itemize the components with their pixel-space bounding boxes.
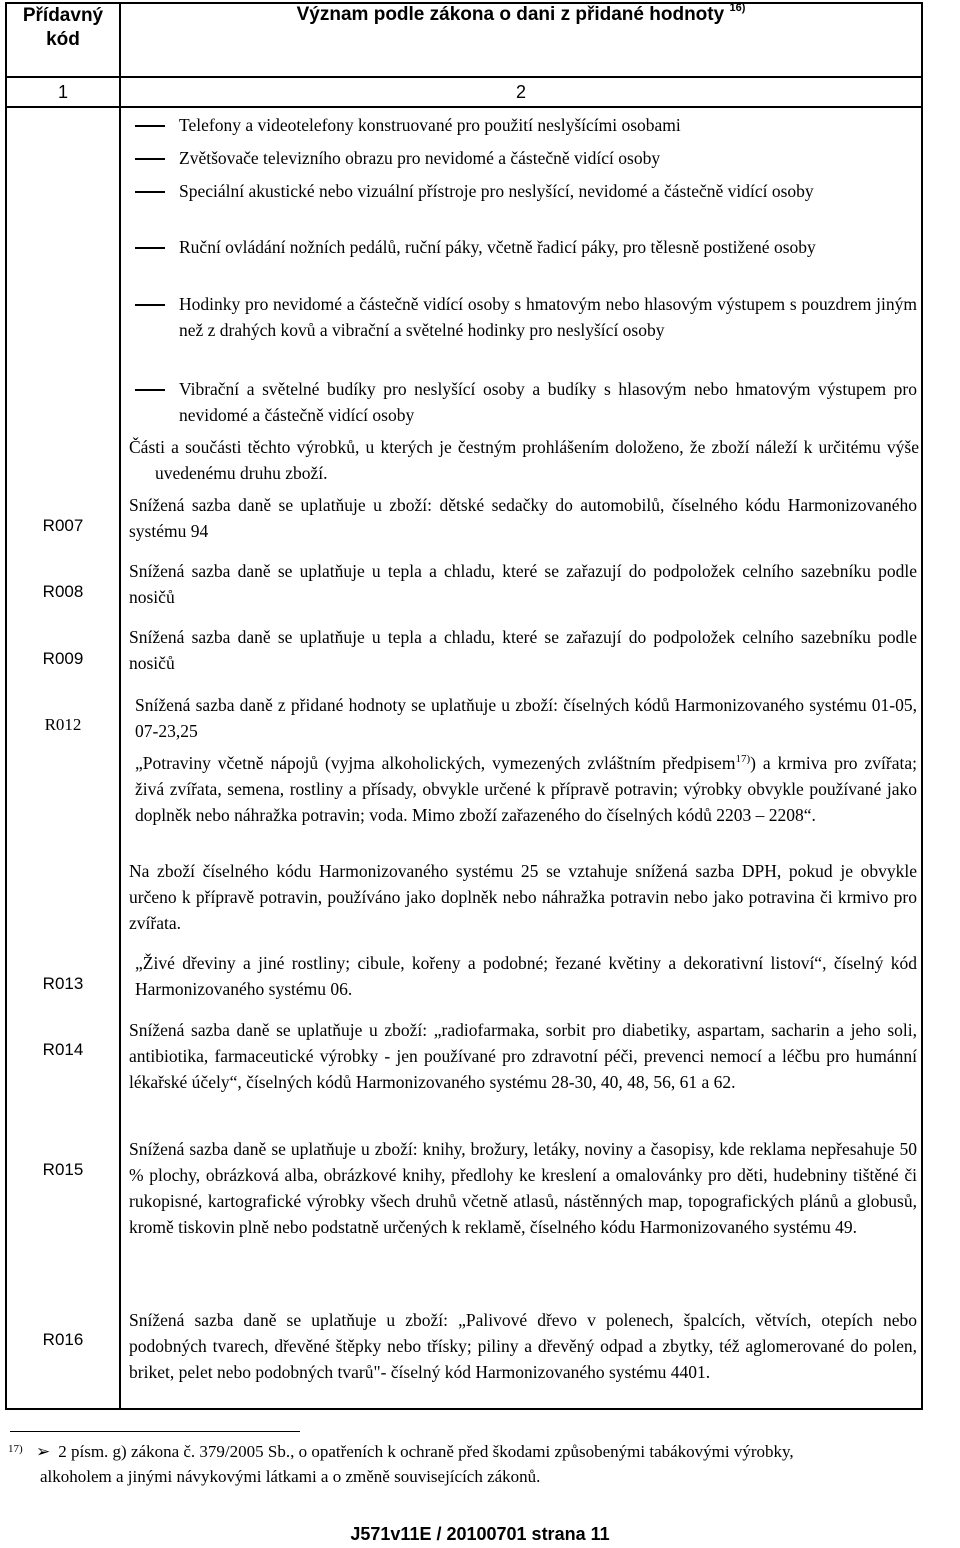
list-item (135, 112, 917, 138)
footnote-line1 (36, 1440, 794, 1463)
row-text-r016: Snížená sazba daně se uplatňuje u zboží: „Palivové dřevo v polenech, špalcích, větvích, otepích nebo podobných tvarech, dřevěné štěpky nebo třísky; piliny a dřevěný odpad a zbytky, též aglomerované do polen, briket, pelet nebo podobných tvarů"- číselný kód Harmonizovaného systému 4401. (129, 1310, 917, 1382)
header-footnote-ref: 16) (729, 2, 746, 14)
parts-note: Části a součásti těchto výrobků, u kterých je čestným prohlášením doloženo, že zboží náleží k určitému výše uvedenému druhu zboží. (129, 437, 919, 483)
vat-code-table (5, 2, 923, 1410)
column-number-1: 1 (6, 77, 120, 107)
code-r016: R016 (42, 1330, 84, 1349)
list-item-text: Ruční ovládání nožních pedálů, ruční páky, včetně řadicí páky, pro tělesně postižené osoby (179, 237, 816, 257)
code-r008: R008 (42, 582, 84, 601)
page-footer: J571v11E / 20100701 strana 11 (350, 1524, 610, 1544)
list-item-text: Vibrační a světelné budíky pro neslyšící osoby a budíky s hlasovým nebo hmatovým výstupem pro nevidomé a částečně vidící osoby (179, 379, 917, 425)
list-item-text: Hodinky pro nevidomé a částečně vidící osoby s hmatovým nebo hlasovým výstupem s pouzdrem jiným než z drahých kovů a vibrační a světelné hodinky pro neslyšící osoby (179, 294, 917, 340)
arrow-bullet-icon: ➢ (36, 1442, 51, 1461)
r012-footnote-ref: 17) (735, 753, 751, 766)
header-code-column (6, 3, 120, 77)
code-r009: R009 (42, 649, 84, 668)
row-text-r009: Snížená sazba daně se uplatňuje u tepla a chladu, které se zařazují do podpoložek celního sazebníku podle nosičů (129, 627, 917, 673)
header-meaning-column (120, 3, 922, 77)
list-item (135, 234, 917, 260)
footnote-mark: 17) (8, 1443, 23, 1455)
list-item-text: Speciální akustické nebo vizuální přístroje pro neslyšící, nevidomé a částečně vidící osoby (179, 181, 814, 201)
footnote-separator (10, 1431, 300, 1432)
list-item (135, 145, 917, 171)
list-item (135, 178, 917, 204)
r012-note: Na zboží číselného kódu Harmonizovaného systému 25 se vztahuje snížená sazba DPH, pokud je obvykle určeno k přípravě potravin, používáno jako doplněk nebo náhražka potravin nebo jako potravina či krmivo pro zvířata. (129, 861, 917, 933)
header-meaning-title: Význam podle zákona o dani z přidané hodnoty (296, 4, 725, 25)
list-item-text: Zvětšovače televizního obrazu pro nevidomé a částečně vidící osoby (179, 148, 661, 168)
list-item (135, 291, 917, 343)
list-item (135, 376, 917, 428)
r012-quote (135, 750, 917, 828)
row-text-r008: Snížená sazba daně se uplatňuje u tepla a chladu, které se zařazují do podpoložek celního sazebníku podle nosičů (129, 561, 917, 607)
r012-quote-part2: ) a krmiva pro zvířata; živá zvířata, semena, rostliny a přísady, obvykle určené k přípravě potravin; výrobky obvykle používané jako doplněk nebo náhražka potravin; voda. Mimo zboží zařazeného do číselných kódů 2203 – 2208“. (135, 753, 917, 825)
code-column-cell (6, 107, 120, 1409)
header-code-line1: Přídavný (22, 5, 104, 26)
code-r013: R013 (42, 974, 84, 993)
row-text-r015: Snížená sazba daně se uplatňuje u zboží: knihy, brožury, letáky, noviny a časopisy, kde reklama nepřesahuje 50 % plochy, obrázková alba, obrázkové knihy, předlohy ke kreslení a omalovánky pro děti, hudebniny tištěné či rukopisné, kartografické výrobky všech druhů včetně atlasů, nástěnných map, topografických plánů a globusů, kromě tiskovin plně nebo podstatně určených k reklamě, číselného kódu Harmonizovaného systému 49. (129, 1139, 917, 1237)
list-item-text: Telefony a videotelefony konstruované pro použití neslyšícími osobami (179, 115, 681, 135)
code-r015: R015 (42, 1160, 84, 1179)
header-code-line2: kód (46, 29, 80, 50)
footnote-text-1: 2 písm. g) zákona č. 379/2005 Sb., o opatřeních k ochraně před škodami způsobenými tabákovými výrobky, (58, 1442, 794, 1461)
table-body-row (6, 107, 922, 1409)
column-number-2: 2 (120, 77, 922, 107)
r012-quote-part1: „Potraviny včetně nápojů (vyjma alkoholických, vymezených zvláštním předpisem (135, 753, 736, 773)
row-text-r014: Snížená sazba daně se uplatňuje u zboží: „radiofarmaka, sorbit pro diabetiky, aspartam, sacharin a jeho soli, antibiotika, farmaceutické výrobky - jen používané pro zdravotní péči, prevenci nemocí a léčbu pro humánní lékařské účely“, číselných kódů Harmonizovaného systému 28-30, 40, 48, 56, 61 a 62. (129, 1020, 917, 1092)
table-header-row (6, 3, 922, 77)
row-text-r007: Snížená sazba daně se uplatňuje u zboží: dětské sedačky do automobilů, číselného kódu Harmonizovaného systému 94 (129, 495, 917, 541)
row-text-r013: „Živé dřeviny a jiné rostliny; cibule, kořeny a podobné; řezané květiny a dekorativní listoví“, číselný kód Harmonizovaného systému 06. (135, 953, 917, 999)
row-text-r012: Snížená sazba daně z přidané hodnoty se uplatňuje u zboží: číselných kódů Harmonizovaného systému 01-05, 07-23,25 (135, 695, 917, 741)
meaning-column-cell (120, 107, 922, 1409)
footnote-text-2: alkoholem a jinými návykovými látkami a o změně souvisejících zákonů. (40, 1467, 541, 1486)
code-r012: R012 (44, 715, 82, 734)
code-r007: R007 (42, 516, 84, 535)
column-number-row (6, 77, 922, 107)
code-r014: R014 (42, 1040, 84, 1059)
